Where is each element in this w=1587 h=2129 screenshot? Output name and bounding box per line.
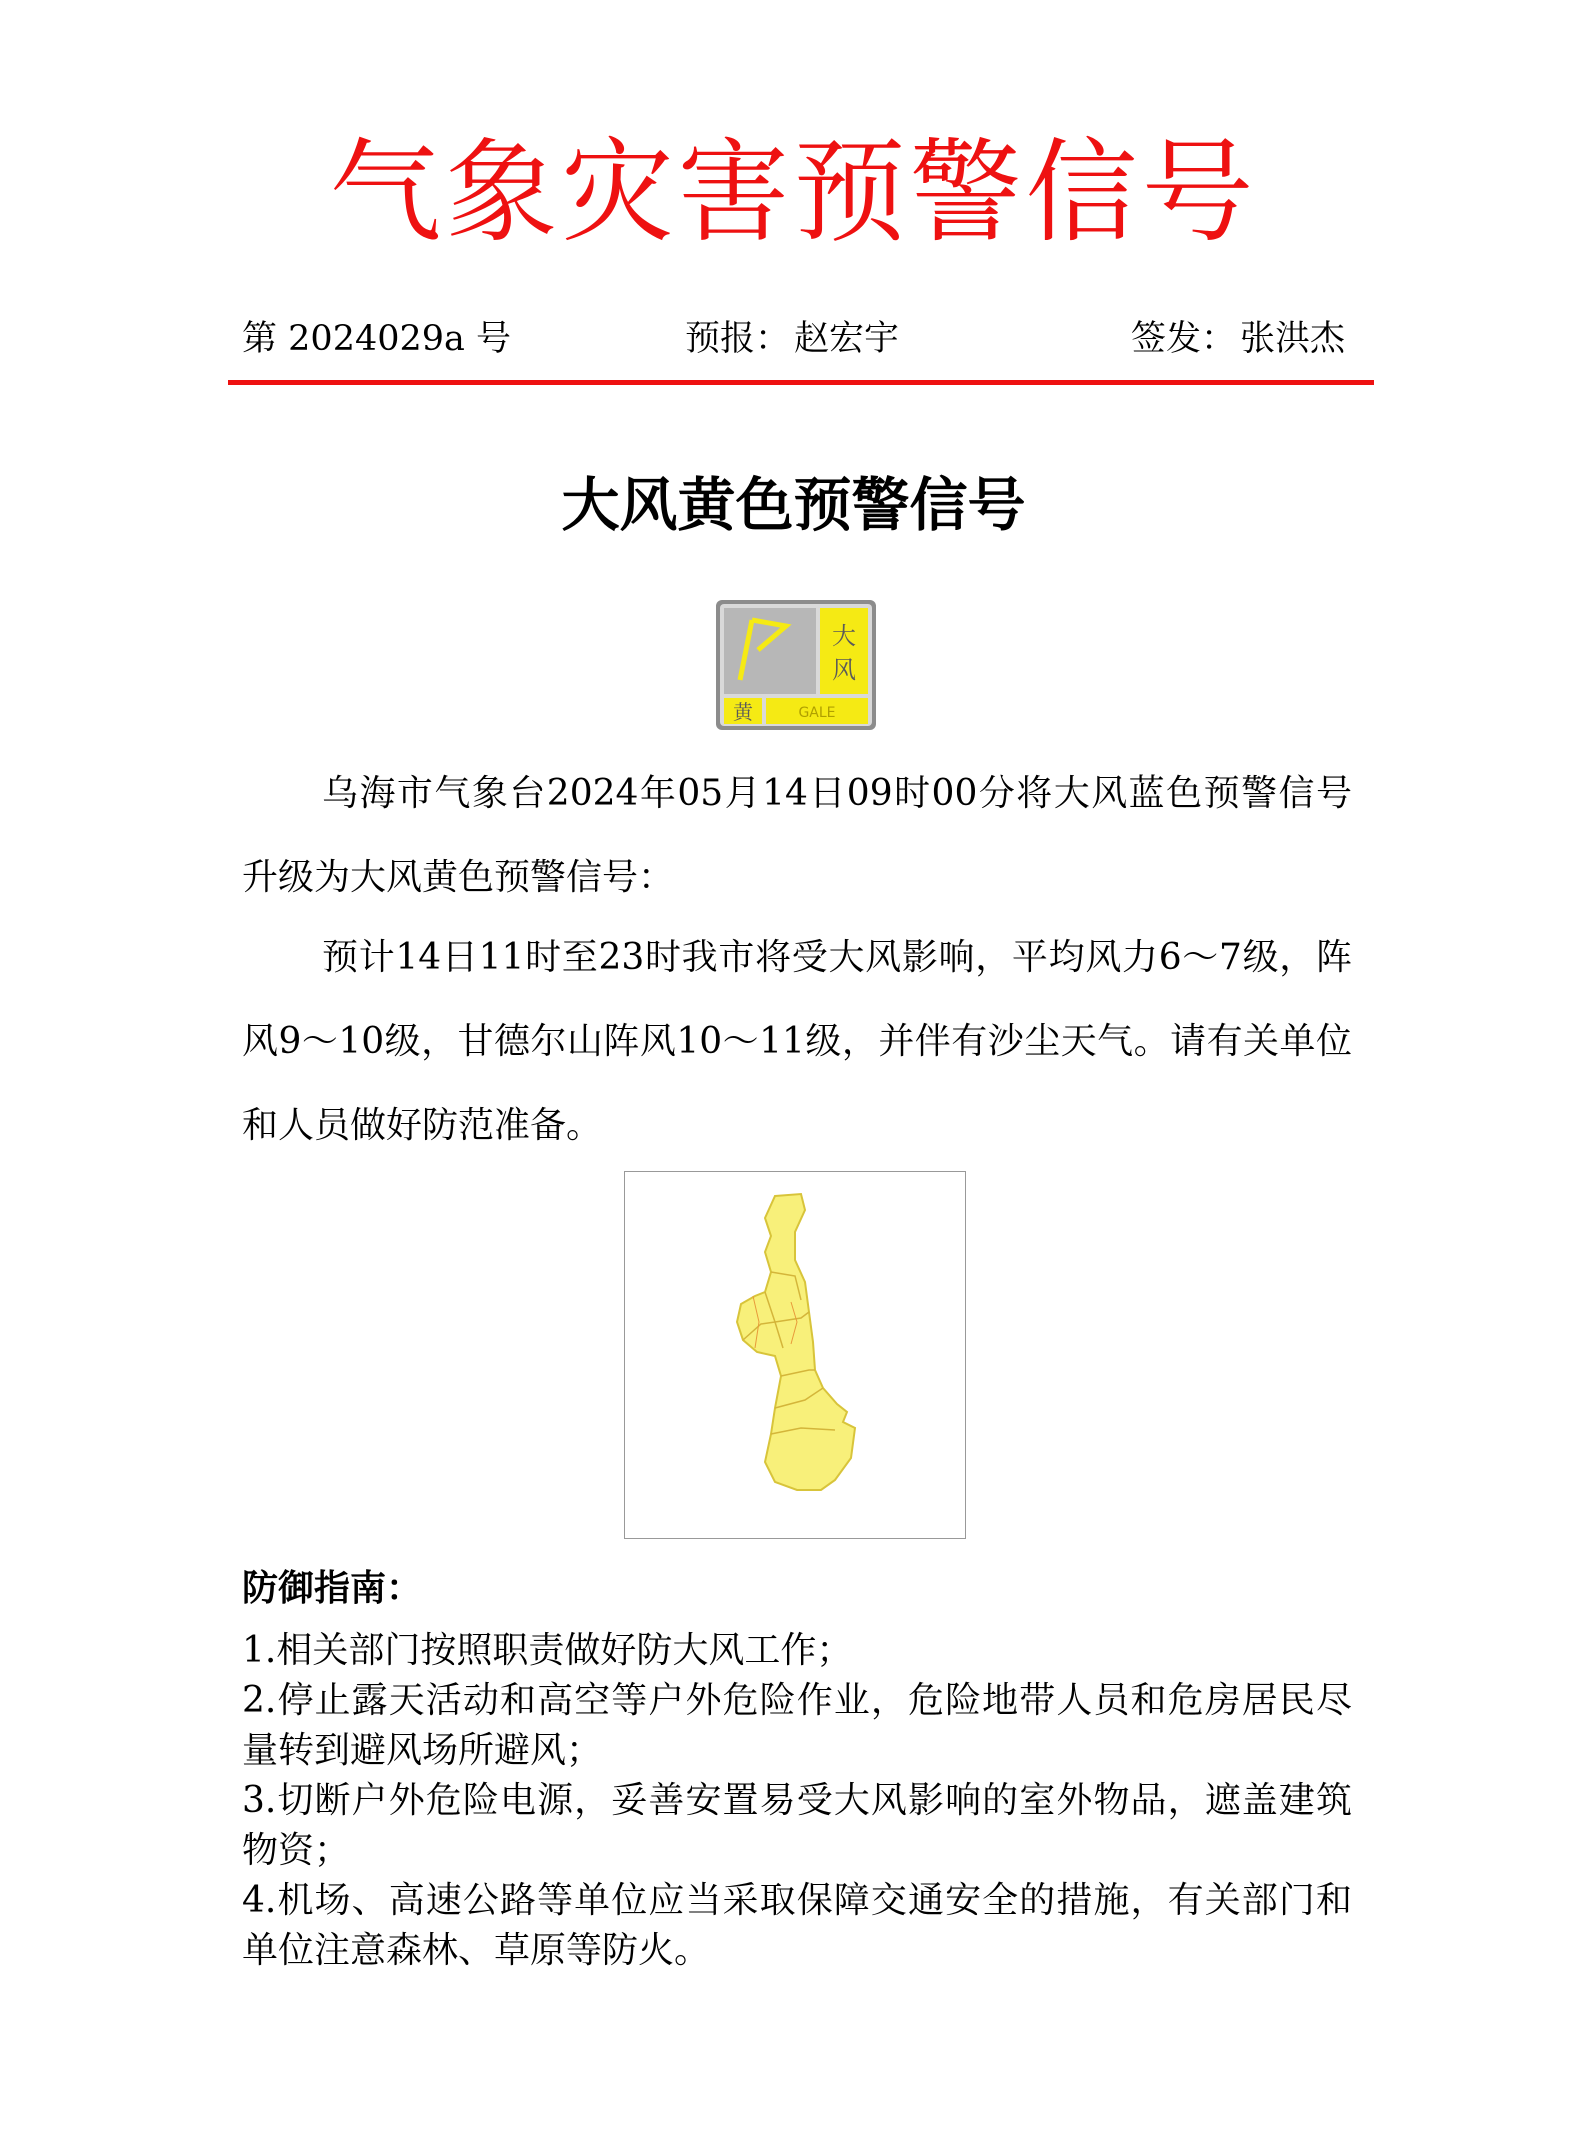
warning-area-map: [624, 1171, 966, 1539]
guide-item-2: 2.停止露天活动和高空等户外危险作业，危险地带人员和危房居民尽量转到避风场所避风；: [242, 1680, 1352, 1771]
notice-paragraph-1: 乌海市气象台2024年05月14日09时00分将大风蓝色预警信号升级为大风黄色预警信号：: [242, 773, 1352, 898]
signal-english-text: GALE: [798, 705, 836, 721]
guide-item-3: 3.切断户外危险电源，妥善安置易受大风影响的室外物品，遮盖建筑物资；: [242, 1780, 1352, 1871]
signal-text-top: 大: [832, 622, 856, 650]
issuer: [1131, 316, 1345, 362]
signal-text-bottom: 风: [832, 656, 856, 684]
signal-level-text: 黄: [733, 700, 753, 724]
header-divider: [228, 380, 1374, 385]
guide-item-4: 4.机场、高速公路等单位应当采取保障交通安全的措施，有关部门和单位注意森林、草原等防火。: [242, 1880, 1352, 1971]
document-number: [242, 316, 511, 362]
issuer-label: 签发：: [1130, 319, 1236, 359]
document-number-label: 第: [242, 319, 278, 359]
masthead-title: 气象灾害预警信号: [329, 128, 1258, 258]
gale-yellow-warning-icon: [716, 600, 876, 730]
guide-title: 防御指南：: [242, 1567, 423, 1609]
region-shape: [737, 1194, 855, 1490]
guide-list: [242, 1626, 1352, 1976]
document-number-suffix: 号: [476, 319, 512, 359]
forecaster-name: 赵宏宇: [794, 319, 900, 359]
document-number-value: 2024029a: [288, 319, 465, 359]
map-svg: [625, 1172, 965, 1538]
notice-title: 大风黄色预警信号: [561, 471, 1026, 539]
notice-paragraph-2: 预计14日11时至23时我市将受大风影响，平均风力6～7级，阵风9～10级，甘德尔山阵风10～11级，并伴有沙尘天气。请有关单位和人员做好防范准备。: [242, 937, 1352, 1146]
guide-item-1: 1.相关部门按照职责做好防大风工作；: [242, 1630, 853, 1671]
forecaster: [685, 316, 899, 362]
forecaster-label: 预报：: [685, 319, 791, 359]
issuer-name: 张洪杰: [1239, 319, 1345, 359]
